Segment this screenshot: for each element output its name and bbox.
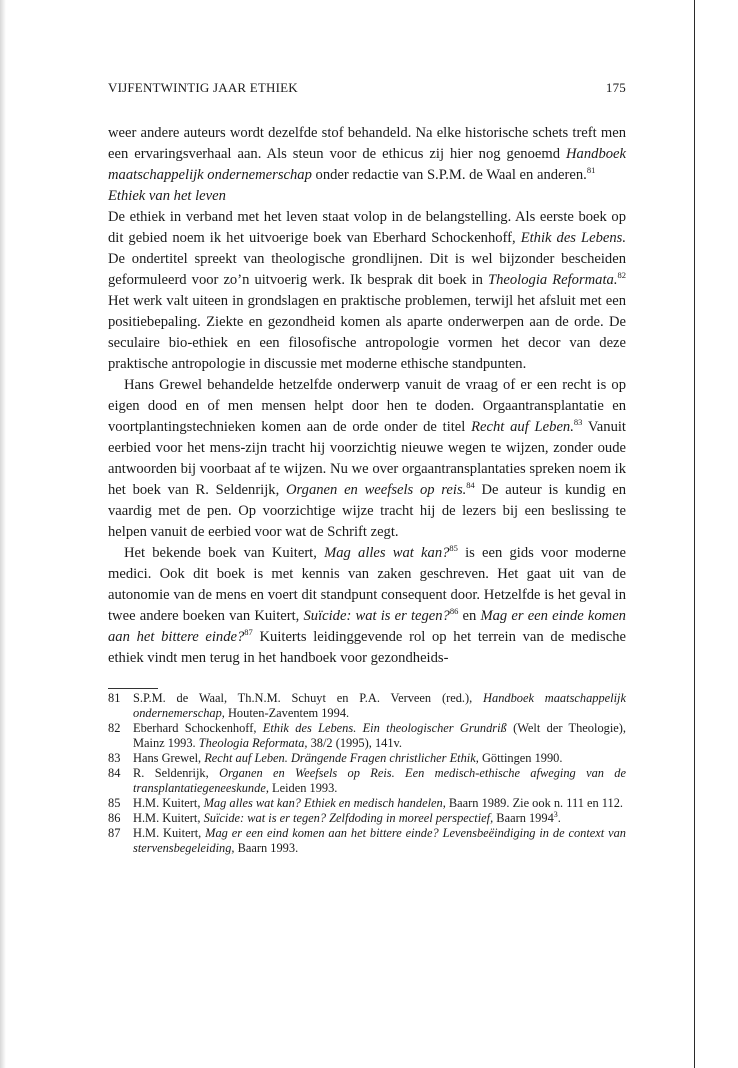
footnote-ref-81: 81 — [586, 165, 596, 175]
section-heading: Ethiek van het leven — [108, 188, 226, 204]
footnote-ref-85: 85 — [449, 543, 458, 553]
running-header — [108, 80, 626, 102]
running-title: VIJFENTWINTIG JAAR ETHIEK — [108, 80, 298, 95]
footnote-86: 86 H.M. Kuitert, Suïcide: wat is er tegen? Zelfdoding in moreel perspectief, Baarn 1994$^3$. — [108, 810, 561, 825]
paragraph-2: De ethiek in verband met het leven staat volop in de belangstelling. Als eerste boek op dit gebied noem ik het uitvoerige boek van Eberhard Schockenhoff, Ethik des Lebens. De ondertitel spreekt van theologische grondlijnen. Dit is wel bijzonder bescheiden geformuleerd voor zo’n uitvoerig werk. Ik besprak dit boek in Theologia Reformata.$^{82}$ Het werk valt uiteen in grondslagen en praktische problemen, terwijl het afsluit met een positiebepaling. Ziekte en gezondheid komen als aparte onderwerpen aan de orde. De seculaire bio-ethiek en een filosofische antropologie vormen het decor van deze praktische antropologie in discussie met moderne ethische standpunten. — [108, 209, 626, 372]
page-number: 175 — [605, 80, 626, 95]
footnote-87: 87 H.M. Kuitert, Mag er een eind komen aan het bittere einde? Levensbeëindiging in de context van stervensbegeleiding, Baarn 1993. — [108, 826, 626, 855]
page-edge-shadow — [0, 0, 6, 1068]
footnotes — [108, 688, 626, 856]
footnote-ref-87: 87 — [244, 627, 253, 637]
paragraph-1: weer andere auteurs wordt dezelfde stof behandeld. Na elke historische schets treft men een ervaringsverhaal aan. Als steun voor de ethicus zij hier nog genoemd Handboek maatschappelijk ondernemerschap onder redactie van S.P.M. de Waal en anderen.$^{81}$ — [108, 125, 626, 183]
footnote-81: 81 S.P.M. de Waal, Th.N.M. Schuyt en P.A. Verveen (red.), Handboek maatschappelijk ondernemerschap, Houten-Zaventem 1994. — [108, 691, 627, 720]
footnote-ref-86: 86 — [449, 606, 459, 616]
paragraph-4: Het bekende boek van Kuitert, Mag alles wat kan?$^{85}$ is een gids voor moderne medici. Ook dit boek is met kennis van zaken geschreven. Het gaat uit van de autonomie van de mens en voert dit standpunt consequent door. Hetzelfde is het geval in twee andere boeken van Kuitert, Suïcide: wat is er tegen?$^{86}$ en Mag er een einde komen aan het bittere einde?$^{87}$ Kuiterts leidinggevende rol op het terrein van de medische ethiek vindt men terug in het handboek voor gezondheids- — [108, 543, 626, 666]
footnote-84: 84 R. Seldenrijk, Organen en Weefsels op Reis. Een medisch-ethische afweging van de transplantatiegeneeskunde, Leiden 1993. — [108, 766, 626, 795]
footnote-rule — [108, 688, 158, 689]
book-page — [108, 80, 626, 856]
right-margin-rule — [694, 0, 695, 1068]
footnote-ref-82: 82 — [617, 270, 626, 280]
footnote-82: 82 Eberhard Schockenhoff, Ethik des Lebens. Ein theologischer Grundriß (Welt der Theologie), Mainz 1993. Theologia Reformata, 38/2 (1995), 141v. — [108, 721, 627, 750]
footnote-ref-84: 84 — [466, 480, 475, 490]
paragraph-3: Hans Grewel behandelde hetzelfde onderwerp vanuit de vraag of er een recht is op eigen dood en of men mensen helpt door hen te doden. Orgaantransplantatie en voortplantingstechnieken komen aan de orde onder de titel Recht auf Leben.$^{83}$ Vanuit eerbied voor het mens-zijn tracht hij voorzichtig nieuwe wegen te wijzen, zonder oude antwoorden bij voorbaat af te wijzen. Nu we over orgaantransplantaties spreken noem ik het boek van R. Seldenrijk, Organen en weefsels op reis.$^{84}$ De auteur is kundig en vaardig met de pen. Op voorzichtige wijze tracht hij de lezers bij een beslissing te helpen vanuit de eerbied voor wat de Schrift zegt. — [108, 377, 626, 540]
body-text — [108, 123, 626, 669]
footnote-85: 85 H.M. Kuitert, Mag alles wat kan? Ethiek en medisch handelen, Baarn 1989. Zie ook n. 111 en 112. — [108, 796, 624, 810]
footnote-83: 83 Hans Grewel, Recht auf Leben. Drängende Fragen christlicher Ethik, Göttingen 1990. — [108, 751, 563, 765]
footnote-ref-83: 83 — [573, 417, 583, 427]
